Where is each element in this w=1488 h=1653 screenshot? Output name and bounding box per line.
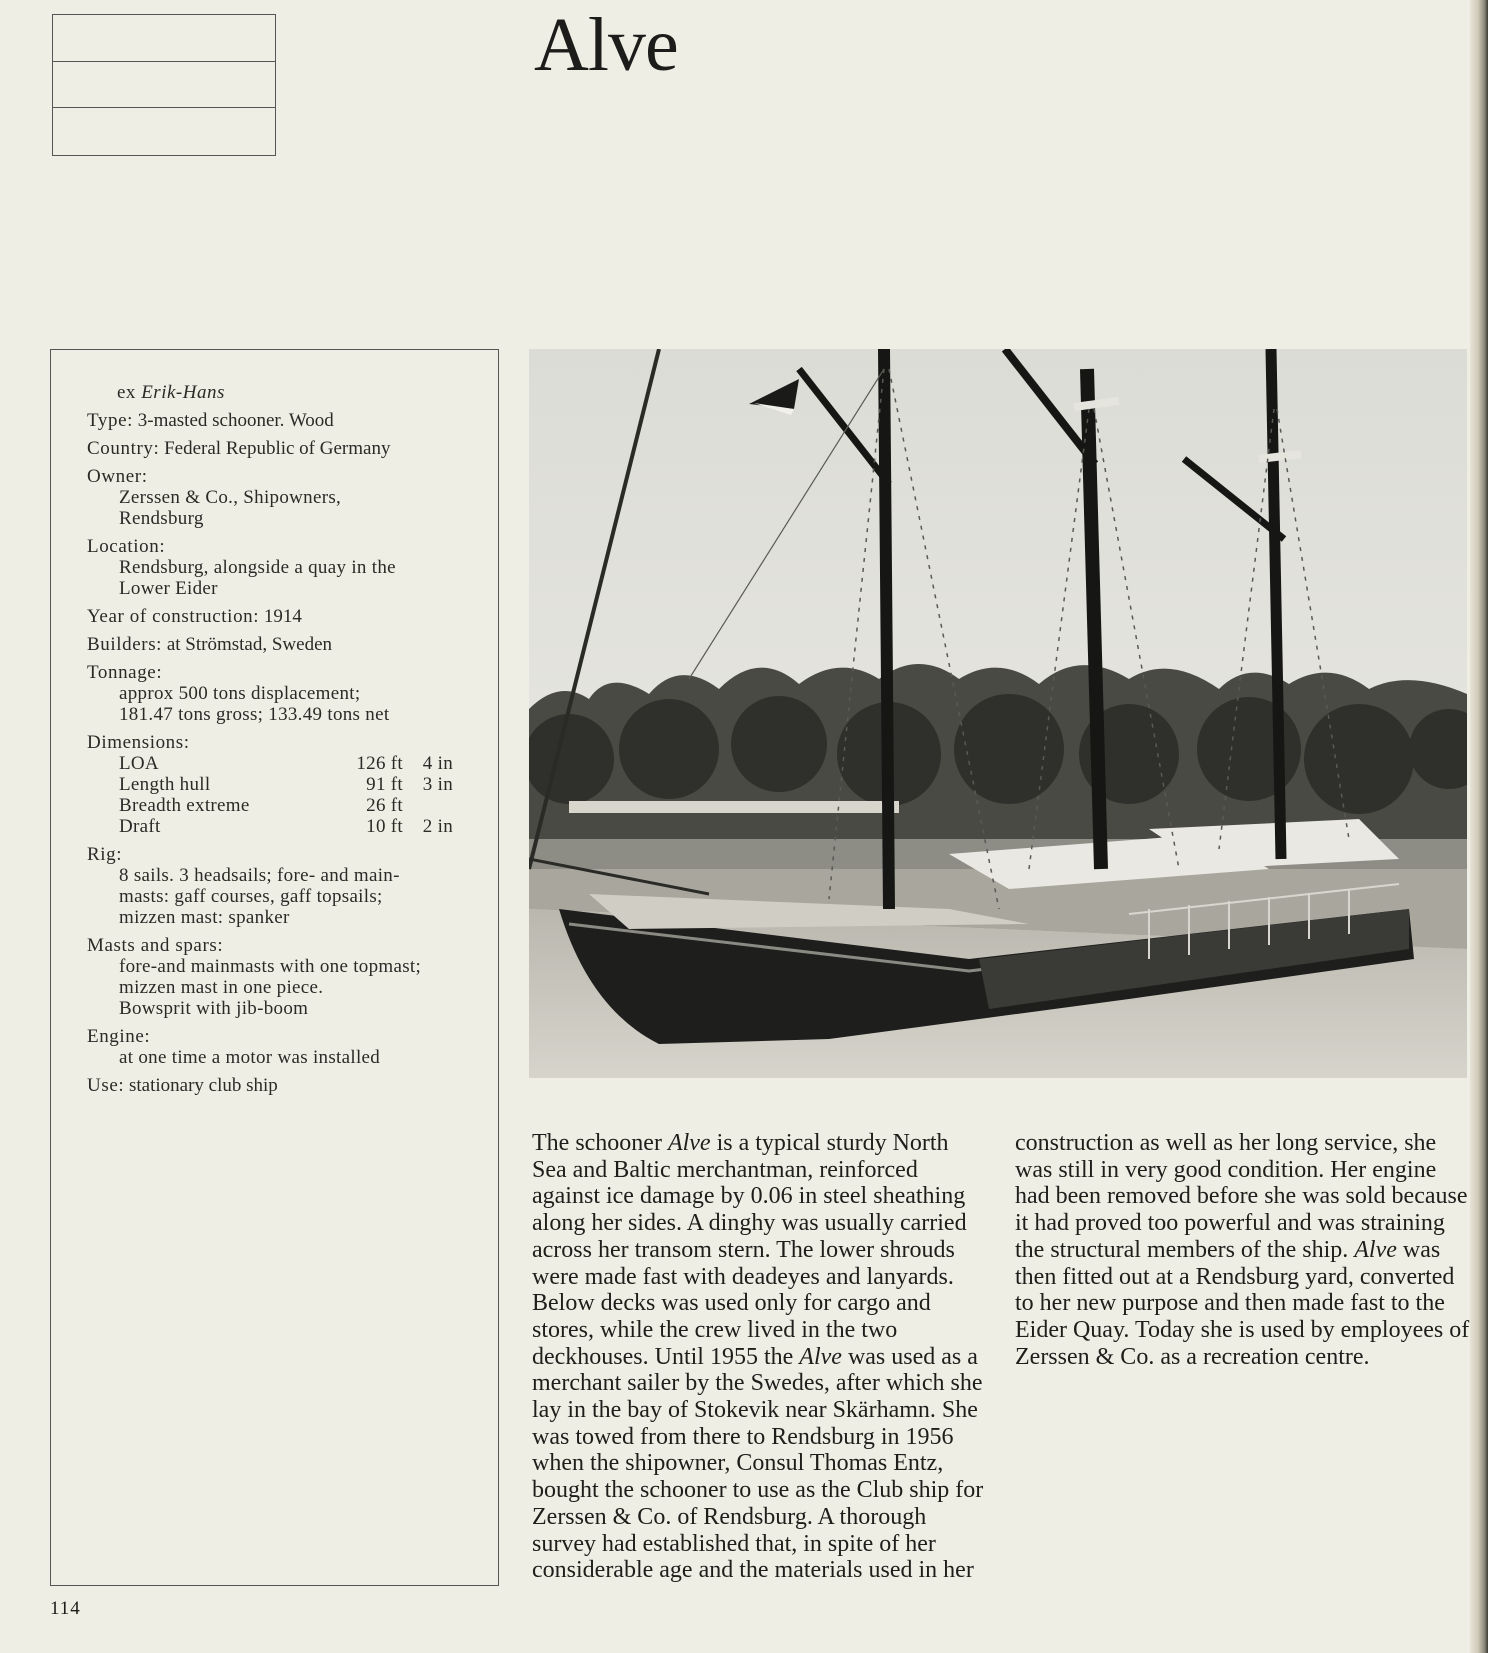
rig-label: Rig: (87, 844, 123, 865)
schooner-photo-icon (529, 349, 1467, 1078)
type-value: 3-masted schooner. Wood (137, 410, 334, 431)
owner-label: Owner: (87, 466, 148, 487)
dimension-name: Breadth extreme (119, 795, 250, 816)
spec-location (87, 536, 477, 599)
masts-line: Bowsprit with jib-boom (119, 998, 309, 1019)
type-label: Type: (87, 410, 133, 431)
masts-label: Masts and spars: (87, 935, 224, 956)
body-text-segment: is a typical sturdy North Sea and Baltic merchantman, reinforced against ice damage by 0.06 in steel sheathing along her sides. A dinghy was usually carried across her transom stern. The lower shrouds were made fast with deadeyes and lanyards. Below decks was used only for cargo and stores, while the crew lived in the two deckhouses. Until 1955 the (532, 1130, 967, 1370)
ex-name: Erik-Hans (141, 382, 225, 403)
dimension-inches: 3 in (422, 774, 453, 795)
page-title: Alve (534, 3, 678, 87)
rig-line: mizzen mast: spanker (119, 907, 290, 928)
owner-line: Rendsburg (119, 508, 204, 529)
flag-band (53, 62, 275, 109)
flag-band (53, 108, 275, 155)
spec-builders (87, 634, 477, 655)
dimension-feet: 91 ft (366, 774, 403, 795)
dimension-feet: 126 ft (356, 753, 403, 774)
body-text (532, 1130, 1472, 1592)
body-text-segment: was used as a merchant sailer by the Swedes, after which she lay in the bay of Stokevik near Skärhamn. She was towed from there to Rendsburg in 1956 when the shipowner, Consul Thomas Entz, bought the schooner to use as the Club ship for Zerssen & Co. of Rendsburg. A thorough survey had established that, in spite of her considerable age and the materials used in her construction as well as her long service, she was still in very good condition. Her engine had been removed before she was sold because it had proved too powerful and was straining the structural members of the ship. (532, 1130, 1468, 1584)
dimension-name: Length hull (119, 774, 211, 795)
page-number: 114 (50, 1598, 81, 1619)
spec-tonnage (87, 662, 477, 725)
dimension-row (119, 816, 477, 837)
body-text-segment: The schooner (532, 1130, 668, 1156)
dimension-row (119, 774, 477, 795)
country-value: Federal Republic of Germany (164, 438, 391, 459)
dimension-row (119, 795, 477, 816)
location-line: Lower Eider (119, 578, 218, 599)
flag-band (53, 15, 275, 62)
tonnage-line: 181.47 tons gross; 133.49 tons net (119, 704, 390, 725)
spec-owner (87, 466, 477, 529)
dimension-feet: 10 ft (366, 816, 403, 837)
spec-use (87, 1075, 477, 1096)
tonnage-label: Tonnage: (87, 662, 163, 683)
dimensions-label: Dimensions: (87, 732, 190, 753)
use-value: stationary club ship (128, 1075, 278, 1096)
masts-line: fore-and mainmasts with one topmast; (119, 956, 422, 977)
dimension-feet: 26 ft (366, 795, 403, 816)
spec-year (87, 606, 477, 627)
location-line: Rendsburg, alongside a quay in the (119, 557, 396, 578)
dimension-inches: 4 in (422, 753, 453, 774)
ship-name-italic: Alve (799, 1343, 842, 1370)
rig-line: 8 sails. 3 headsails; fore- and main- (119, 865, 400, 886)
owner-line: Zerssen & Co., Shipowners, (119, 487, 342, 508)
country-label: Country: (87, 438, 160, 459)
dimension-inches (403, 795, 453, 816)
page-spine-shadow (1470, 0, 1488, 1653)
year-label: Year of construction: (87, 606, 260, 627)
dimension-inches: 2 in (422, 816, 453, 837)
rig-line: masts: gaff courses, gaff topsails; (119, 886, 383, 907)
masts-line: mizzen mast in one piece. (119, 977, 324, 998)
spec-dimensions (87, 732, 477, 837)
builders-value: at Strömstad, Sweden (166, 634, 333, 655)
tonnage-line: approx 500 tons displacement; (119, 683, 361, 704)
engine-line: at one time a motor was installed (119, 1047, 381, 1068)
spec-country (87, 438, 477, 459)
spec-rig (87, 844, 477, 928)
specifications-panel (50, 349, 499, 1586)
use-label: Use: (87, 1075, 125, 1096)
builders-label: Builders: (87, 634, 163, 655)
spec-engine (87, 1026, 477, 1068)
engine-label: Engine: (87, 1026, 151, 1047)
body-text-segment: was then fitted out at a Rendsburg yard, converted to her new purpose and then made fast to the Eider Quay. Today she is used by employees of Zerssen & Co. as a recreation centre. (1015, 1236, 1470, 1370)
ship-name-italic: Alve (667, 1130, 711, 1156)
schooner-photo (529, 349, 1467, 1078)
body-paragraph (532, 1130, 1472, 1592)
dimension-row (119, 753, 477, 774)
former-name (117, 382, 477, 403)
dimension-name: Draft (119, 816, 161, 837)
year-value: 1914 (263, 606, 302, 627)
flag-placeholder (52, 14, 276, 156)
location-label: Location: (87, 536, 166, 557)
spec-masts (87, 935, 477, 1019)
spec-type (87, 410, 477, 431)
ex-prefix: ex (117, 382, 136, 403)
dimension-name: LOA (119, 753, 159, 774)
ship-name-italic: Alve (1354, 1236, 1397, 1263)
